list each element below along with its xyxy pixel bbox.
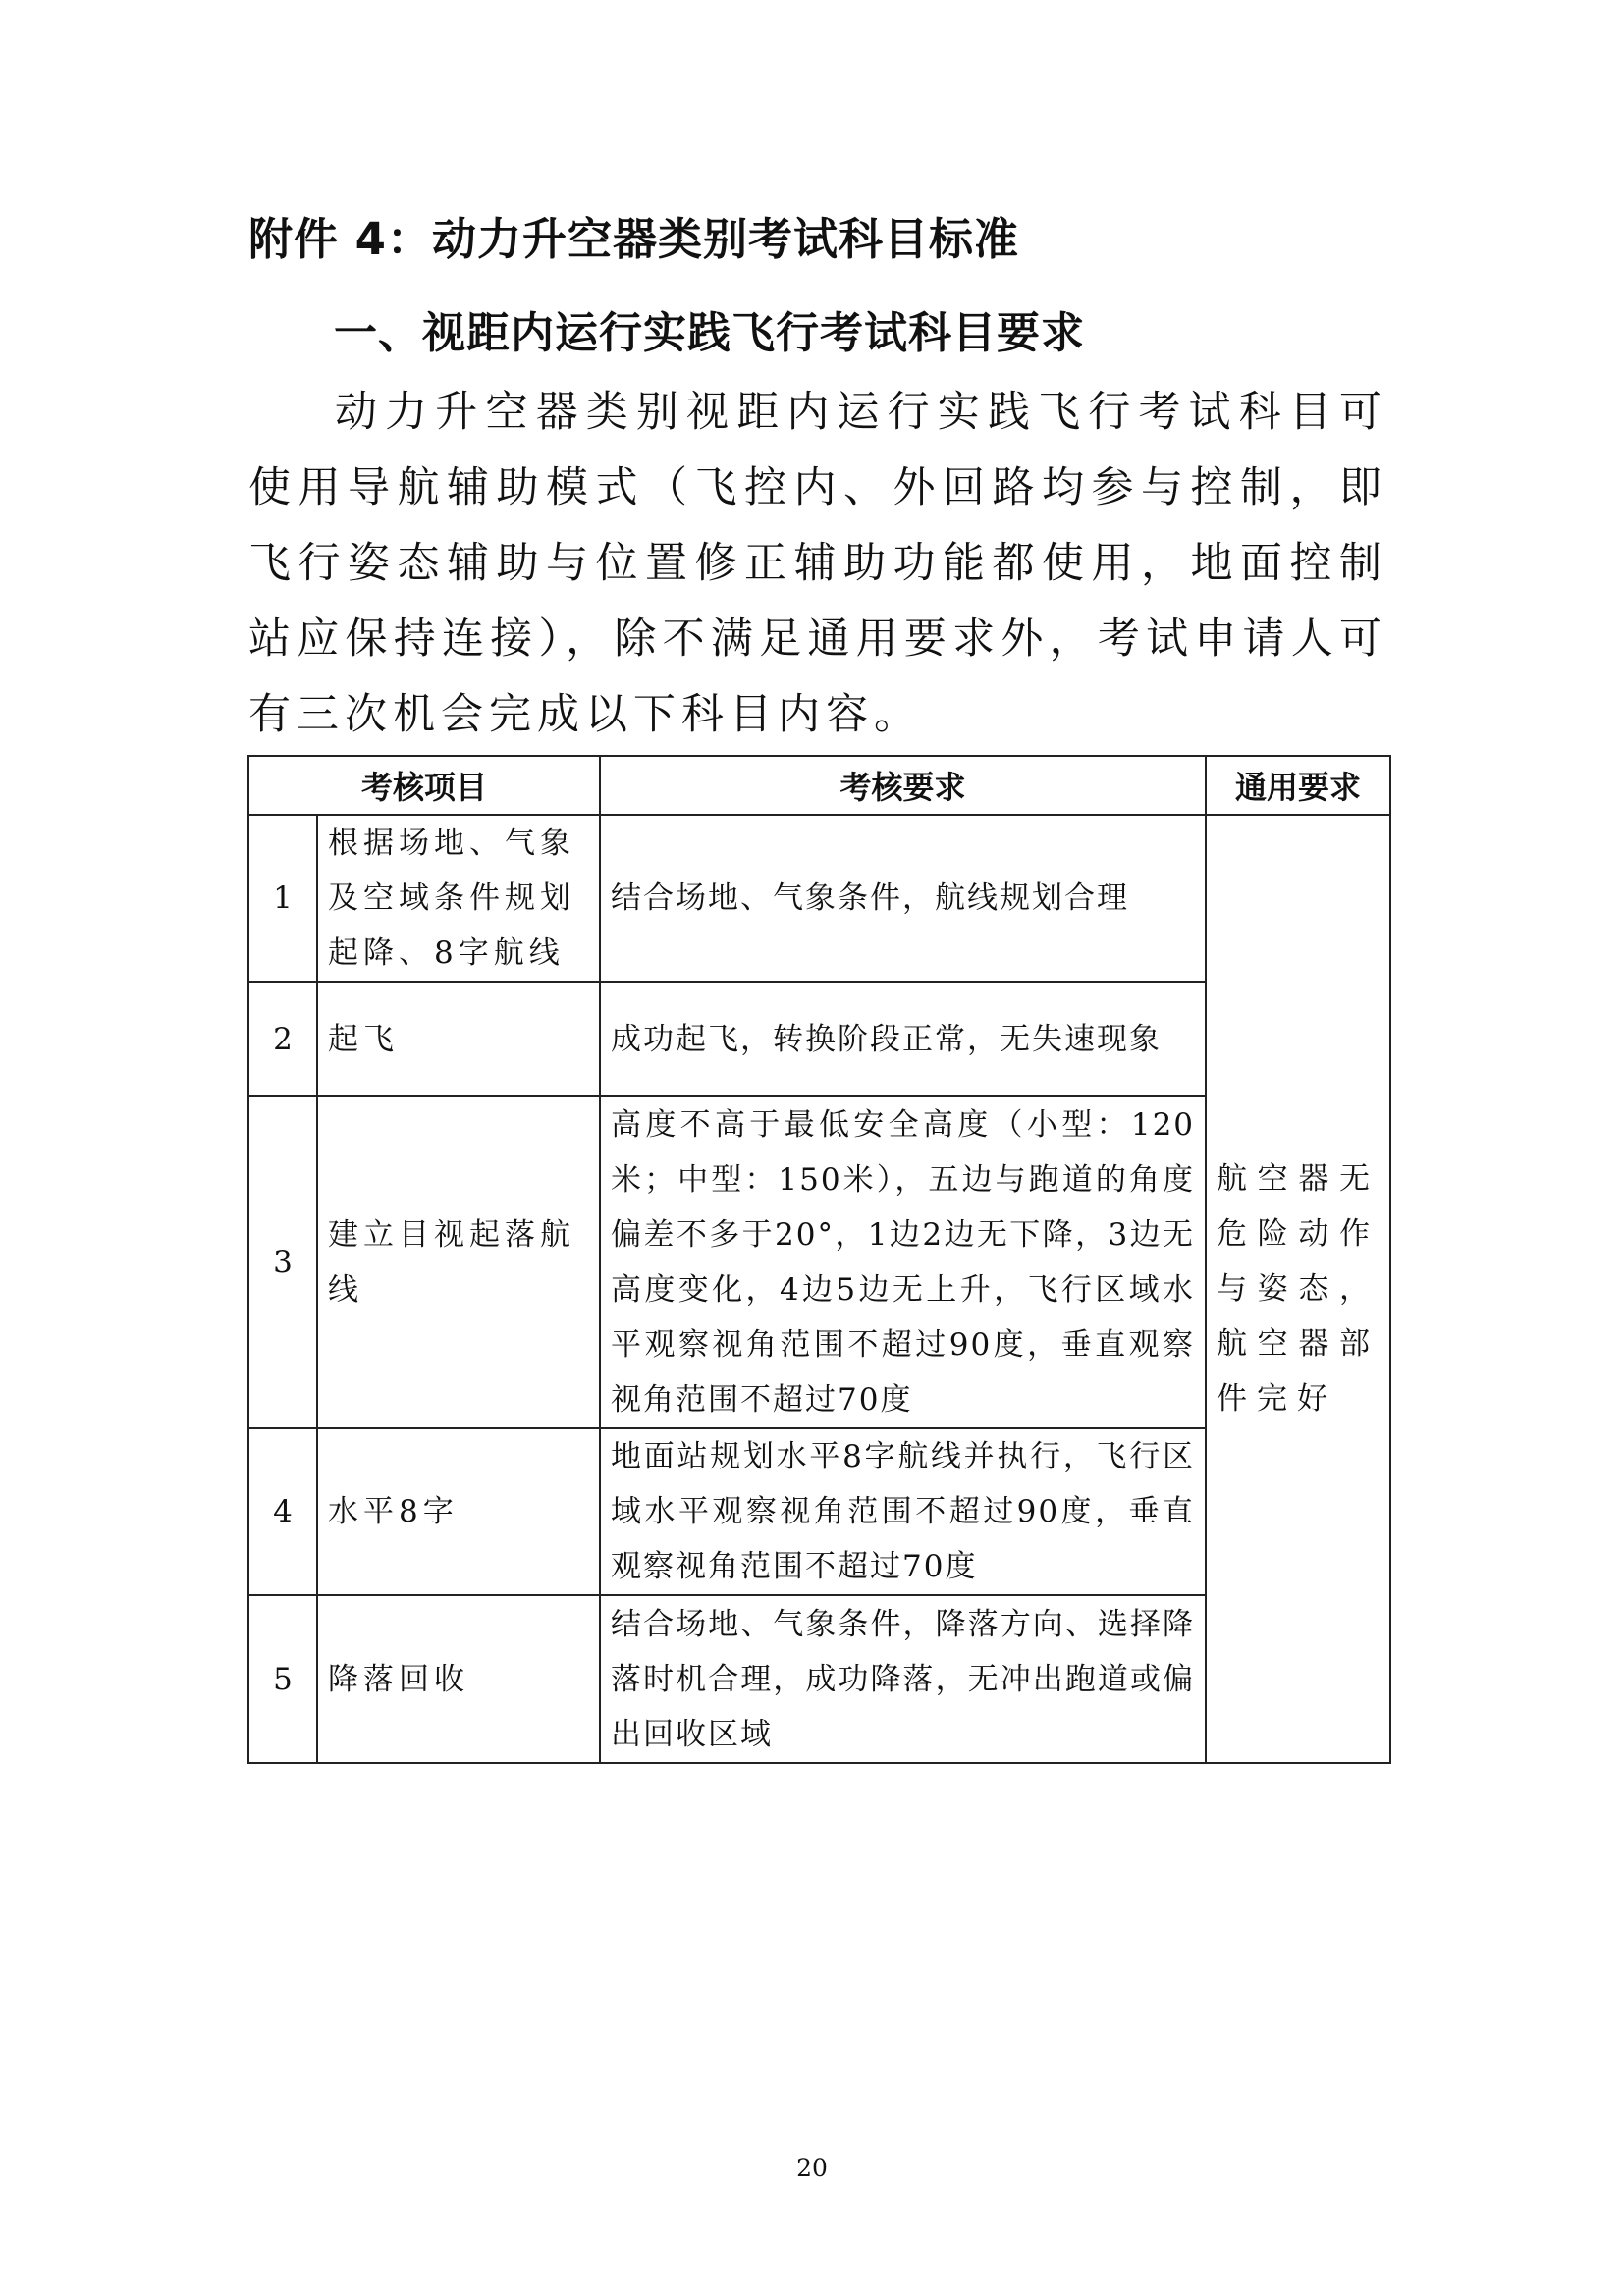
- row-number: 5: [248, 1595, 317, 1763]
- exam-item: 降落回收: [317, 1595, 600, 1763]
- annex-title: 附件 4：动力升空器类别考试科目标准: [248, 213, 1019, 265]
- exam-requirement: 地面站规划水平8字航线并执行，飞行区域水平观察视角范围不超过90度，垂直观察视角范围不超过70度: [600, 1428, 1206, 1595]
- exam-requirement: 结合场地、气象条件，降落方向、选择降落时机合理，成功降落，无冲出跑道或偏出回收区域: [600, 1595, 1206, 1763]
- exam-requirement: 结合场地、气象条件，航线规划合理: [600, 815, 1206, 982]
- exam-requirement: 高度不高于最低安全高度（小型：120米；中型：150米），五边与跑道的角度偏差不多于20°，1边2边无下降，3边无高度变化，4边5边无上升，飞行区域水平观察视角范围不超过90度，垂直观察视角范围不超过70度: [600, 1096, 1206, 1428]
- exam-item: 根据场地、气象及空域条件规划起降、8字航线: [317, 815, 600, 982]
- exam-subjects-table: [247, 755, 1391, 1764]
- row-number: 2: [248, 982, 317, 1096]
- row-number: 4: [248, 1428, 317, 1595]
- row-number: 1: [248, 815, 317, 982]
- header-requirement: 考核要求: [600, 756, 1206, 815]
- general-requirement: 航空器无危险动作与姿态，航空器部件完好: [1206, 815, 1390, 1763]
- exam-item: 建立目视起落航线: [317, 1096, 600, 1428]
- intro-paragraph: 动力升空器类别视距内运行实践飞行考试科目可使用导航辅助模式（飞控内、外回路均参与控制，即飞行姿态辅助与位置修正辅助功能都使用，地面控制站应保持连接），除不满足通用要求外，考试申请人可有三次机会完成以下科目内容。: [248, 388, 1387, 739]
- exam-requirement: 成功起飞，转换阶段正常，无失速现象: [600, 982, 1206, 1096]
- table-row: [248, 815, 1390, 982]
- exam-item: 起飞: [317, 982, 600, 1096]
- page-number: 20: [796, 2154, 828, 2182]
- table-header-row: [248, 756, 1390, 815]
- header-general: 通用要求: [1206, 756, 1390, 815]
- exam-item: 水平8字: [317, 1428, 600, 1595]
- section-heading: 一、视距内运行实践飞行考试科目要求: [334, 308, 1085, 358]
- row-number: 3: [248, 1096, 317, 1428]
- header-item: 考核项目: [248, 756, 600, 815]
